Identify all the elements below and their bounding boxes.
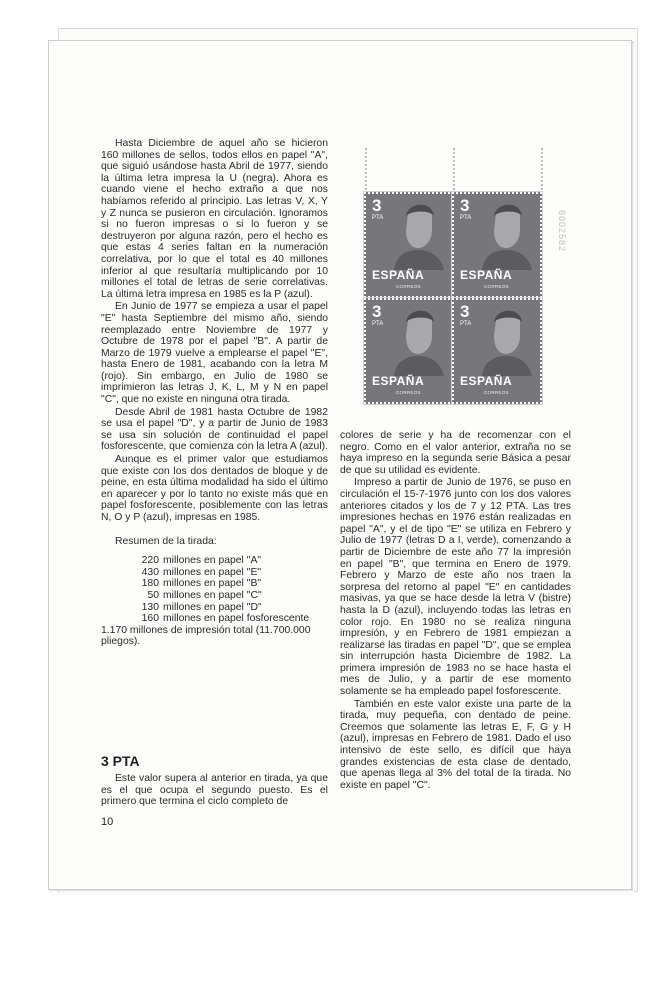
- paragraph: También en este valor existe una parte de la tirada, muy pequeña, con dentado de peine. Creemos que solamente las letras E, F, G y H (azul), impresas en Febrero de 1981. Dado el uso intensivo de este sello, es difícil que haya grandes existencias de esta clase de dentado, que apenas llega al 3% del total de la tirada. No existe en papel "C".: [340, 698, 571, 791]
- stamp: [364, 192, 454, 298]
- stamp-value: 3: [372, 196, 382, 215]
- summary-text: millones en papel "E": [163, 566, 262, 578]
- stamp-block-image: [360, 148, 570, 406]
- stamp: [452, 192, 542, 298]
- summary-text: millones en papel "B": [163, 578, 262, 590]
- stamp-unit: PTA: [372, 215, 384, 221]
- stamp-unit: PTA: [460, 321, 472, 327]
- stamp-unit: PTA: [460, 215, 472, 221]
- stamp: [364, 298, 454, 404]
- summary-text: millones en papel "A": [163, 555, 262, 567]
- paragraph: Aunque es el primer valor que estudiamos que existe con los dos dentados de bloque y de peine, en esta última modalidad ha sido el último en aparecer y por lo tanto no existe más que en papel fosforescente, posiblemente con las letras N, O y P (azul), impresas en 1985.: [101, 454, 328, 523]
- summary-row: [101, 555, 328, 567]
- summary-text: millones en papel "D": [163, 601, 262, 613]
- paragraph: Desde Abril de 1981 hasta Octubre de 1982 se usa el papel "D", y a partir de Junio de 1983 se usa sin solución de continuidad el papel fosforescente, que comienza con la letra A (azul).: [101, 406, 328, 453]
- section-title: 3 PTA: [101, 753, 140, 769]
- summary-text: millones en papel fosforescente: [163, 613, 310, 625]
- stamp-country: ESPAÑA: [372, 268, 425, 282]
- summary-row: [101, 602, 328, 614]
- sheet-margin-perforations: [360, 148, 570, 192]
- stamp: [452, 298, 542, 404]
- portrait-icon: [386, 200, 450, 270]
- summary-row: [101, 567, 328, 579]
- print-summary: [101, 536, 328, 648]
- stamp-subtext: CORREOS: [484, 284, 509, 289]
- summary-amount: 180: [141, 578, 159, 590]
- summary-amount: 160: [141, 613, 159, 625]
- paragraph: Hasta Diciembre de aquel año se hicieron 160 millones de sellos, todos ellos en papel "A", que siguió usándose hasta Abril de 1977, siendo la última letra impresa la U (negra). Ahora es cuando viene el hecho extraño a que nos habíamos referido al principio. Las letras V, X, Y y Z nunca se pusieron en circulación. Ignoramos si no fueron impresas o si lo fueron y se destruyeron por alguna razón, pero el hecho es que estas 4 series faltan en la numeración correlativa, por lo que el total es 40 millones inferior al que resultaría multiplicando por 10 millones el total de letras de serie correlativas. La última letra impresa en 1985 es la P (azul).: [101, 138, 328, 300]
- stamp-country: ESPAÑA: [460, 374, 513, 388]
- stamp-subtext: CORREOS: [484, 390, 509, 395]
- paragraph: colores de serie y ha de recomenzar con el negro. Como en el valor anterior, extraña no se haya impreso en la segunda serie Básica a pesar de que su utilidad es evidente.: [340, 430, 571, 476]
- right-column: [340, 430, 571, 792]
- summary-amount: 220: [141, 555, 159, 567]
- stamp-country: ESPAÑA: [372, 374, 425, 388]
- paragraph: Este valor supera al anterior en tirada, ya que es el que ocupa el segundo puesto. Es el primero que termina el ciclo completo de: [101, 773, 328, 808]
- portrait-icon: [386, 306, 450, 376]
- summary-row: [101, 613, 328, 625]
- stamp-country: ESPAÑA: [460, 268, 513, 282]
- paragraph: En Junio de 1977 se empieza a usar el papel "E" hasta Septiembre del mismo año, siendo reemplazado entre Noviembre de 1977 y Octubre de 1978 por el papel "B". A partir de Marzo de 1979 vuelve a emplearse el papel "E", hasta Enero de 1981, acabando con la letra M (rojo). Sin embargo, en Julio de 1980 se imprimieron las letras J, K, L, M y N en papel "C", que no existe en ninguna otra tirada.: [101, 301, 328, 406]
- summary-row: [101, 590, 328, 602]
- stamp-subtext: CORREOS: [396, 284, 421, 289]
- left-column: [101, 138, 328, 648]
- section-body: [101, 773, 328, 809]
- summary-text: millones en papel "C": [163, 589, 262, 601]
- summary-amount: 430: [141, 566, 159, 578]
- sheet-serial-number: 6002582: [557, 210, 567, 253]
- stamp-value: 3: [372, 302, 382, 321]
- portrait-icon: [474, 200, 538, 270]
- stamp-value: 3: [460, 302, 470, 321]
- summary-amount: 50: [147, 589, 159, 601]
- portrait-icon: [474, 306, 538, 376]
- summary-row: [101, 578, 328, 590]
- summary-heading: Resumen de la tirada:: [115, 535, 217, 547]
- stamp-subtext: CORREOS: [396, 390, 421, 395]
- paragraph: Impreso a partir de Junio de 1976, se puso en circulación el 15-7-1976 junto con los dos valores anteriores citados y los de 7 y 12 PTA. Las tres impresiones hechas en 1976 están realizadas en papel "A", y el de tipo "E" se utiliza en Febrero y Julio de 1977 (letras D a I, verde), comenzando a partir de Diciembre de este año 77 la impresión en papel "B", que termina en Enero de 1979. Febrero y Marzo de este año nos traen la sorpresa del retorno al papel "E" en cantidades masivas, ya que se hace desde la letra V (bistre) hasta la D (azul), incluyendo todas las letras en color rojo. En 1980 no se realiza ninguna impresión, y en Febrero de 1981 empiezan a realizarse las tiradas en papel "D", que se emplea sin interrupción hasta Diciembre de 1982. La primera impresión de 1983 no se hace hasta el mes de Julio, y a partir de ese momento solamente se ha empleado papel fosforescente.: [340, 477, 571, 698]
- summary-amount: 130: [141, 601, 159, 613]
- stamp-value: 3: [460, 196, 470, 215]
- stamp-unit: PTA: [372, 321, 384, 327]
- page-number: 10: [101, 816, 114, 828]
- summary-total: 1.170 millones de impresión total (11.700.000 pliegos).: [101, 624, 311, 648]
